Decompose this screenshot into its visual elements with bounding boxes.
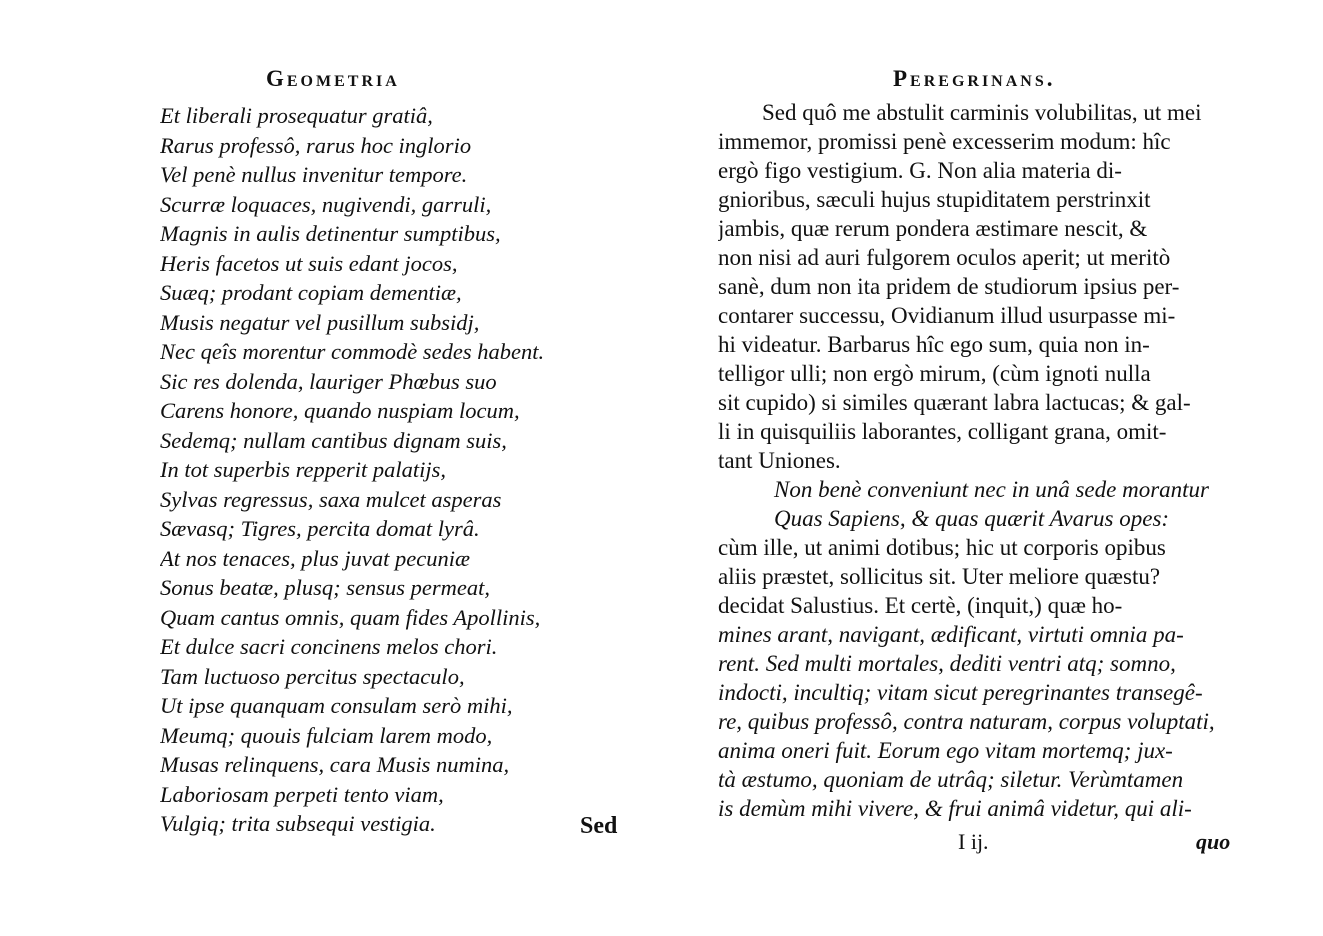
catchword: Sed [580,813,618,839]
text-line: decidat Salustius. Et certè, (inquit,) quæ ho- [718,593,1123,618]
verse-line: Sic res dolenda, lauriger Phœbus suo [160,368,497,394]
verse-line: Sedemq; nullam cantibus dignam suis, [160,427,507,453]
verse-line: In tot superbis repperit palatijs, [160,457,447,482]
verse-line: Ut ipse quanquam consulam serò mihi, [160,693,513,718]
verse-line: Tam luctuoso percitus spectaculo, [160,663,465,689]
right-page [661,0,1323,936]
text-line: Quas Sapiens, & quas quærit Avarus opes: [774,506,1170,531]
verse-line: Vel penè nullus invenitur tempore. [160,162,468,187]
text-line: tà æstumo, quoniam de utrâq; siletur. Verùmtamen [718,767,1184,792]
verse-line: Heris facetos ut suis edant jocos, [160,250,458,276]
text-line: sit cupido) si similes quærant labra lactucas; & gal- [718,390,1191,415]
text-line: mines arant, navigant, ædificant, virtuti omnia pa- [718,622,1184,647]
verse-line: Sylvas regressus, saxa mulcet asperas [160,486,502,512]
text-line: is demùm mihi vivere, & frui animâ videtur, qui ali- [718,796,1192,821]
verse-line: Musas relinquens, cara Musis numina, [160,752,510,777]
text-line: Sed quô me abstulit carminis volubilitas, ut mei [762,100,1202,125]
verse-line: Laboriosam perpeti tento viam, [160,781,444,807]
verse-line: Quam cantus omnis, quam fides Apollinis, [160,604,541,630]
verse-line: Scurræ loquaces, nugivendi, garruli, [160,191,492,217]
text-line: immemor, promissi penè excesserim modum: hîc [718,129,1171,154]
text-line: re, quibus professô, contra naturam, corpus voluptati, [718,709,1215,734]
verse-line: Musis negatur vel pusillum subsidj, [160,309,480,335]
running-header: Peregrinans. [893,66,1056,91]
verse-line: Sævasq; Tigres, percita domat lyrâ. [160,516,480,541]
text-line: non nisi ad auri fulgorem oculos aperit; ut meritò [718,245,1171,270]
text-line: telligor ulli; non ergò mirum, (cùm ignoti nulla [718,361,1151,386]
verse-line: Suæq; prodant copiam dementiæ, [160,280,462,305]
text-line: jambis, quæ rerum pondera æstimare nescit, & [718,216,1148,241]
text-line: hi videatur. Barbarus hîc ego sum, quia non in- [718,332,1150,357]
text-line: contarer successu, Ovidianum illud usurpasse mi- [718,303,1176,328]
verse-line: Rarus professô, rarus hoc inglorio [160,132,472,158]
verse-line: Sonus beatæ, plusq; sensus permeat, [160,575,490,600]
text-line: ergò figo vestigium. G. Non alia materia di- [718,158,1122,183]
text-line: sanè, dum non ita pridem de studiorum ipsius per- [718,274,1180,299]
verse-line: At nos tenaces, plus juvat pecuniæ [160,545,470,571]
text-line: anima oneri fuit. Eorum ego vitam mortemq; jux- [718,738,1173,763]
text-line: indocti, incultiq; vitam sicut peregrinantes transegê- [718,680,1203,705]
text-line: tant Uniones. [718,448,841,473]
left-page [0,0,661,936]
signature-mark: I ij. [958,829,989,854]
verse-line: Magnis in aulis detinentur sumptibus, [160,221,501,246]
text-line: rent. Sed multi mortales, dediti ventri atq; somno, [718,651,1176,676]
verse-block [160,101,600,839]
running-header: Geometria [266,66,400,91]
text-line: li in quisquiliis laborantes, colligant grana, omit- [718,419,1167,444]
verse-line: Nec qeîs morentur commodè sedes habent. [160,339,545,364]
verse-line: Meumq; quouis fulciam larem modo, [160,722,493,748]
text-line: Non benè conveniunt nec in unâ sede morantur [774,477,1209,502]
prose-block [718,98,1246,823]
verse-line: Et liberali prosequatur gratiâ, [160,103,433,128]
text-line: cùm ille, ut animi dotibus; hic ut corporis opibus [718,535,1166,560]
verse-line: Et dulce sacri concinens melos chori. [160,634,498,659]
text-line: gnioribus, sæculi hujus stupiditatem perstrinxit [718,187,1151,212]
verse-line: Carens honore, quando nuspiam locum, [160,398,520,423]
text-line: aliis præstet, sollicitus sit. Uter meliore quæstu? [718,564,1161,589]
verse-line: Vulgiq; trita subsequi vestigia. [160,811,436,836]
catchword: quo [1196,829,1231,854]
